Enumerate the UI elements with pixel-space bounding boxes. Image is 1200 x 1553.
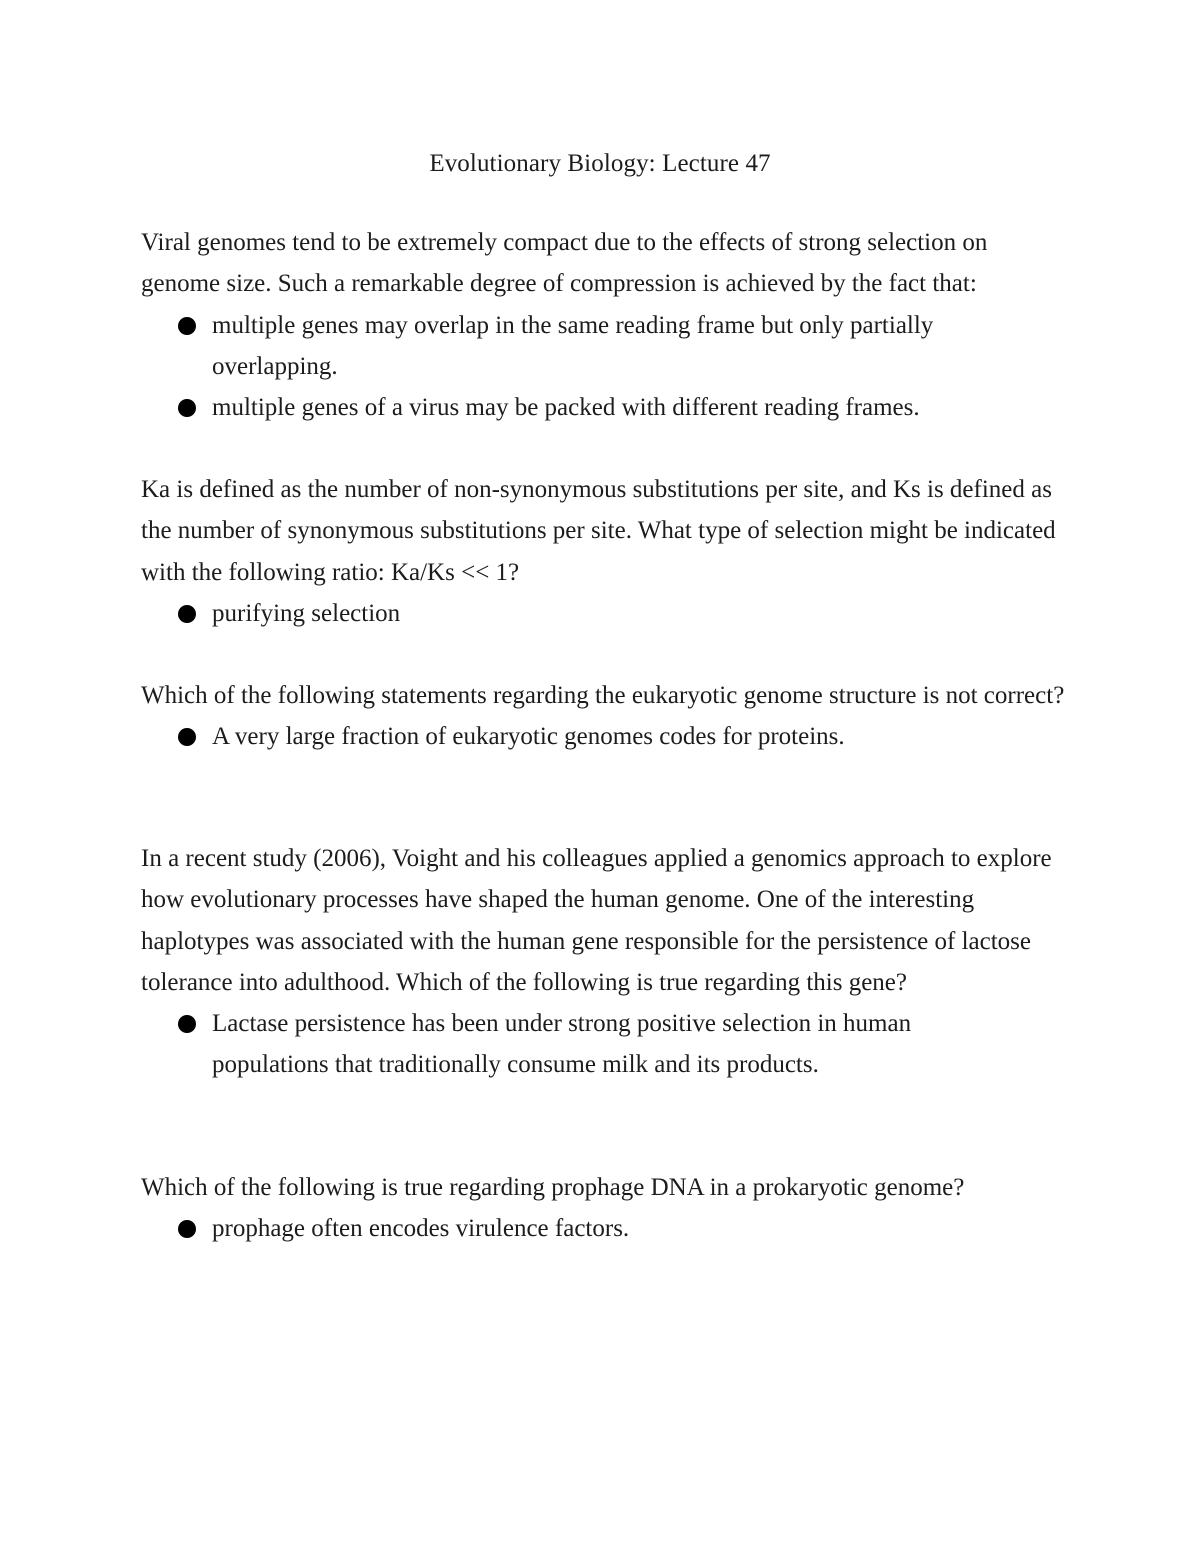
- bullet-icon: [178, 1220, 196, 1238]
- answer-list: [141, 716, 1071, 757]
- answer-list: [141, 593, 1071, 634]
- question-block-1: [141, 222, 1071, 428]
- question-text: Which of the following statements regarding the eukaryotic genome structure is not correct?: [141, 682, 1065, 709]
- answer-item: [141, 387, 1071, 428]
- answer-item: [141, 1208, 1071, 1249]
- answer-text: purifying selection: [212, 599, 401, 627]
- question-block-2: [141, 469, 1071, 634]
- answer-item: [141, 1003, 1071, 1086]
- answer-list: [141, 1003, 1071, 1086]
- question-block-3: [141, 675, 1071, 758]
- document-title: Evolutionary Biology: Lecture 47: [429, 150, 771, 177]
- bullet-icon: [178, 1015, 196, 1033]
- question-text: Which of the following is true regarding prophage DNA in a prokaryotic genome?: [141, 1174, 965, 1201]
- answer-text: Lactase persistence has been under strong positive selection in human populations that traditionally consume milk and its products.: [212, 1010, 912, 1079]
- answer-item: [141, 593, 1071, 634]
- bullet-icon: [178, 399, 196, 417]
- bullet-icon: [178, 605, 196, 623]
- answer-text: A very large fraction of eukaryotic genomes codes for proteins.: [212, 723, 845, 751]
- answer-list: [141, 305, 1071, 429]
- question-text: Viral genomes tend to be extremely compact due to the effects of strong selection on genome size. Such a remarkable degree of compression is achieved by the fact that:: [141, 229, 988, 298]
- question-text: In a recent study (2006), Voight and his colleagues applied a genomics approach to explore how evolutionary processes have shaped the human genome. One of the interesting haplotypes was associated with the human gene responsible for the persistence of lactose tolerance into adulthood. Which of the following is true regarding this gene?: [141, 845, 1052, 996]
- answer-text: multiple genes of a virus may be packed with different reading frames.: [212, 394, 920, 422]
- answer-list: [141, 1208, 1071, 1249]
- answer-text: multiple genes may overlap in the same reading frame but only partially overlapping.: [212, 311, 934, 380]
- answer-item: [141, 716, 1071, 757]
- answer-text: prophage often encodes virulence factors.: [212, 1215, 630, 1243]
- question-block-5: [141, 1167, 1071, 1250]
- question-text: Ka is defined as the number of non-synonymous substitutions per site, and Ks is defined as the number of synonymous substitutions per site. What type of selection might be indicated with the following ratio: Ka/Ks << 1?: [141, 476, 1056, 586]
- answer-item: [141, 305, 1071, 388]
- bullet-icon: [178, 728, 196, 746]
- question-block-4: [141, 838, 1071, 1086]
- bullet-icon: [178, 317, 196, 335]
